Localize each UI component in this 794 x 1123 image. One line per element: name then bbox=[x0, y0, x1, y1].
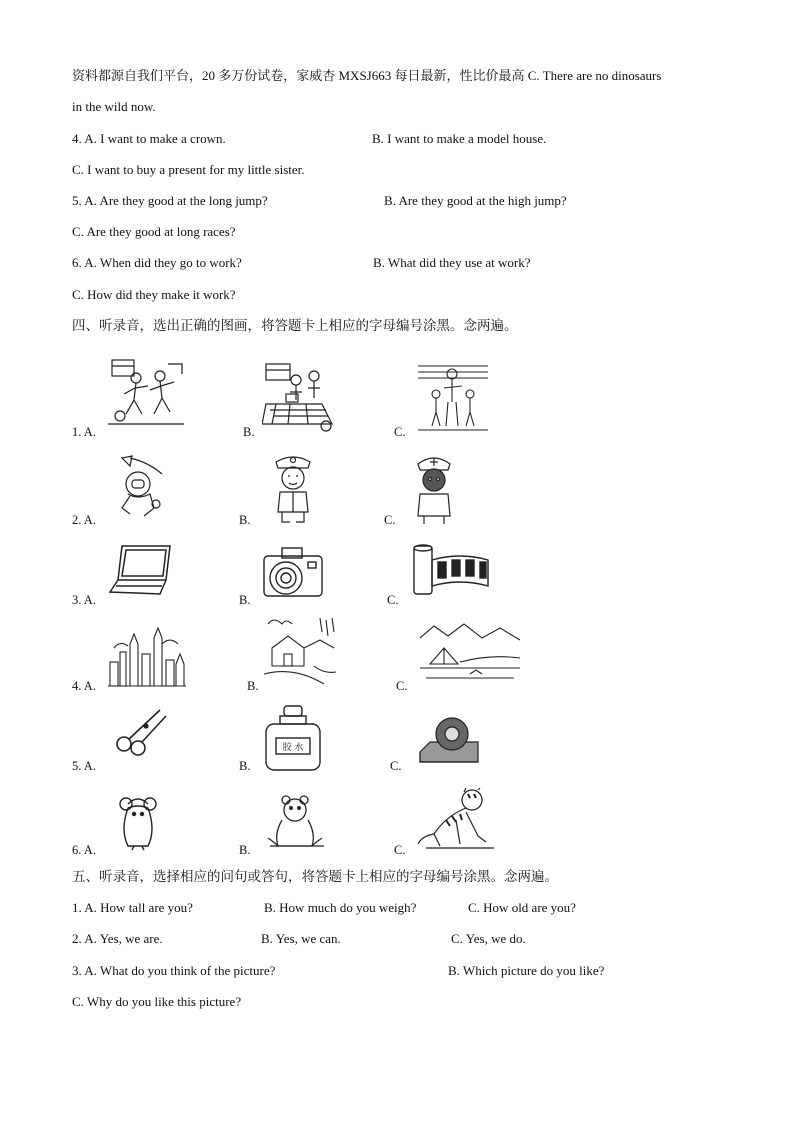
s5-q3-option-c: C. Why do you like this picture? bbox=[72, 994, 242, 1009]
s4-r6-a-label: 6. A. bbox=[72, 843, 96, 857]
s5-q1-option-a: 1. A. How tall are you? bbox=[72, 900, 193, 915]
s5-q2-option-c: C. Yes, we do. bbox=[451, 931, 526, 946]
camping-by-lake-picture bbox=[420, 618, 520, 684]
kids-playing-ball-picture bbox=[108, 356, 186, 428]
glue-bottle-picture bbox=[262, 704, 324, 774]
astronaut-rocket-picture bbox=[108, 454, 170, 520]
camera-picture bbox=[258, 544, 326, 602]
glue-label-text: 胶 水 bbox=[282, 743, 304, 753]
film-roll-picture bbox=[410, 542, 490, 602]
s5-q1-option-c: C. How old are you? bbox=[468, 900, 576, 915]
q5-option-b: B. Are they good at the high jump? bbox=[384, 193, 567, 208]
s4-r5-a-label: 5. A. bbox=[72, 759, 96, 773]
s4-r1-c-label: C. bbox=[394, 425, 406, 439]
s4-r2-c-label: C. bbox=[384, 513, 396, 527]
q4-option-c: C. I want to buy a present for my little sister. bbox=[72, 162, 305, 177]
bear-picture bbox=[264, 794, 330, 852]
picnic-family-picture bbox=[262, 360, 338, 432]
q6-option-c: C. How did they make it work? bbox=[72, 287, 236, 302]
s5-q3-option-a: 3. A. What do you think of the picture? bbox=[72, 963, 276, 978]
s4-r2-a-label: 2. A. bbox=[72, 513, 96, 527]
tape-dispenser-picture bbox=[416, 712, 482, 768]
tiger-picture bbox=[416, 786, 496, 852]
header-line-1: 资料都源自我们平台，20 多万份试卷，家威杏 MXSJ663 每日最新，性比价最高 C. There are no dinosaurs bbox=[72, 68, 662, 83]
q5-option-a: 5. A. Are they good at the long jump? bbox=[72, 193, 268, 208]
s4-r3-b-label: B. bbox=[239, 593, 251, 607]
header-line-2: in the wild now. bbox=[72, 99, 156, 114]
family-at-beach-picture bbox=[418, 360, 488, 434]
scissors-picture bbox=[112, 706, 168, 756]
q6-option-b: B. What did they use at work? bbox=[373, 255, 531, 270]
s4-r4-a-label: 4. A. bbox=[72, 679, 96, 693]
s4-r6-c-label: C. bbox=[394, 843, 406, 857]
s5-q2-option-b: B. Yes, we can. bbox=[261, 931, 341, 946]
s4-r3-a-label: 3. A. bbox=[72, 593, 96, 607]
section-4-title: 四、听录音，选出正确的图画，将答题卡上相应的字母编号涂黑。念两遍。 bbox=[72, 318, 518, 333]
village-house-picture bbox=[264, 614, 338, 686]
mouse-picture bbox=[114, 790, 162, 852]
police-officer-picture bbox=[268, 452, 318, 526]
s5-q1-option-b: B. How much do you weigh? bbox=[264, 900, 417, 915]
nurse-picture bbox=[412, 452, 456, 526]
s4-r4-c-label: C. bbox=[396, 679, 408, 693]
s4-r2-b-label: B. bbox=[239, 513, 251, 527]
s4-r1-b-label: B. bbox=[243, 425, 255, 439]
city-skyline-picture bbox=[106, 624, 188, 690]
s4-r6-b-label: B. bbox=[239, 843, 251, 857]
s5-q2-option-a: 2. A. Yes, we are. bbox=[72, 931, 163, 946]
s4-r5-b-label: B. bbox=[239, 759, 251, 773]
s4-r3-c-label: C. bbox=[387, 593, 399, 607]
q5-option-c: C. Are they good at long races? bbox=[72, 224, 236, 239]
section-5-title: 五、听录音，选择相应的问句或答句，将答题卡上相应的字母编号涂黑。念两遍。 bbox=[72, 869, 558, 884]
s4-r5-c-label: C. bbox=[390, 759, 402, 773]
s4-r4-b-label: B. bbox=[247, 679, 259, 693]
q6-option-a: 6. A. When did they go to work? bbox=[72, 255, 242, 270]
s5-q3-option-b: B. Which picture do you like? bbox=[448, 963, 605, 978]
q4-option-b: B. I want to make a model house. bbox=[372, 131, 547, 146]
laptop-picture bbox=[108, 542, 174, 598]
q4-option-a: 4. A. I want to make a crown. bbox=[72, 131, 226, 146]
s4-r1-a-label: 1. A. bbox=[72, 425, 96, 439]
